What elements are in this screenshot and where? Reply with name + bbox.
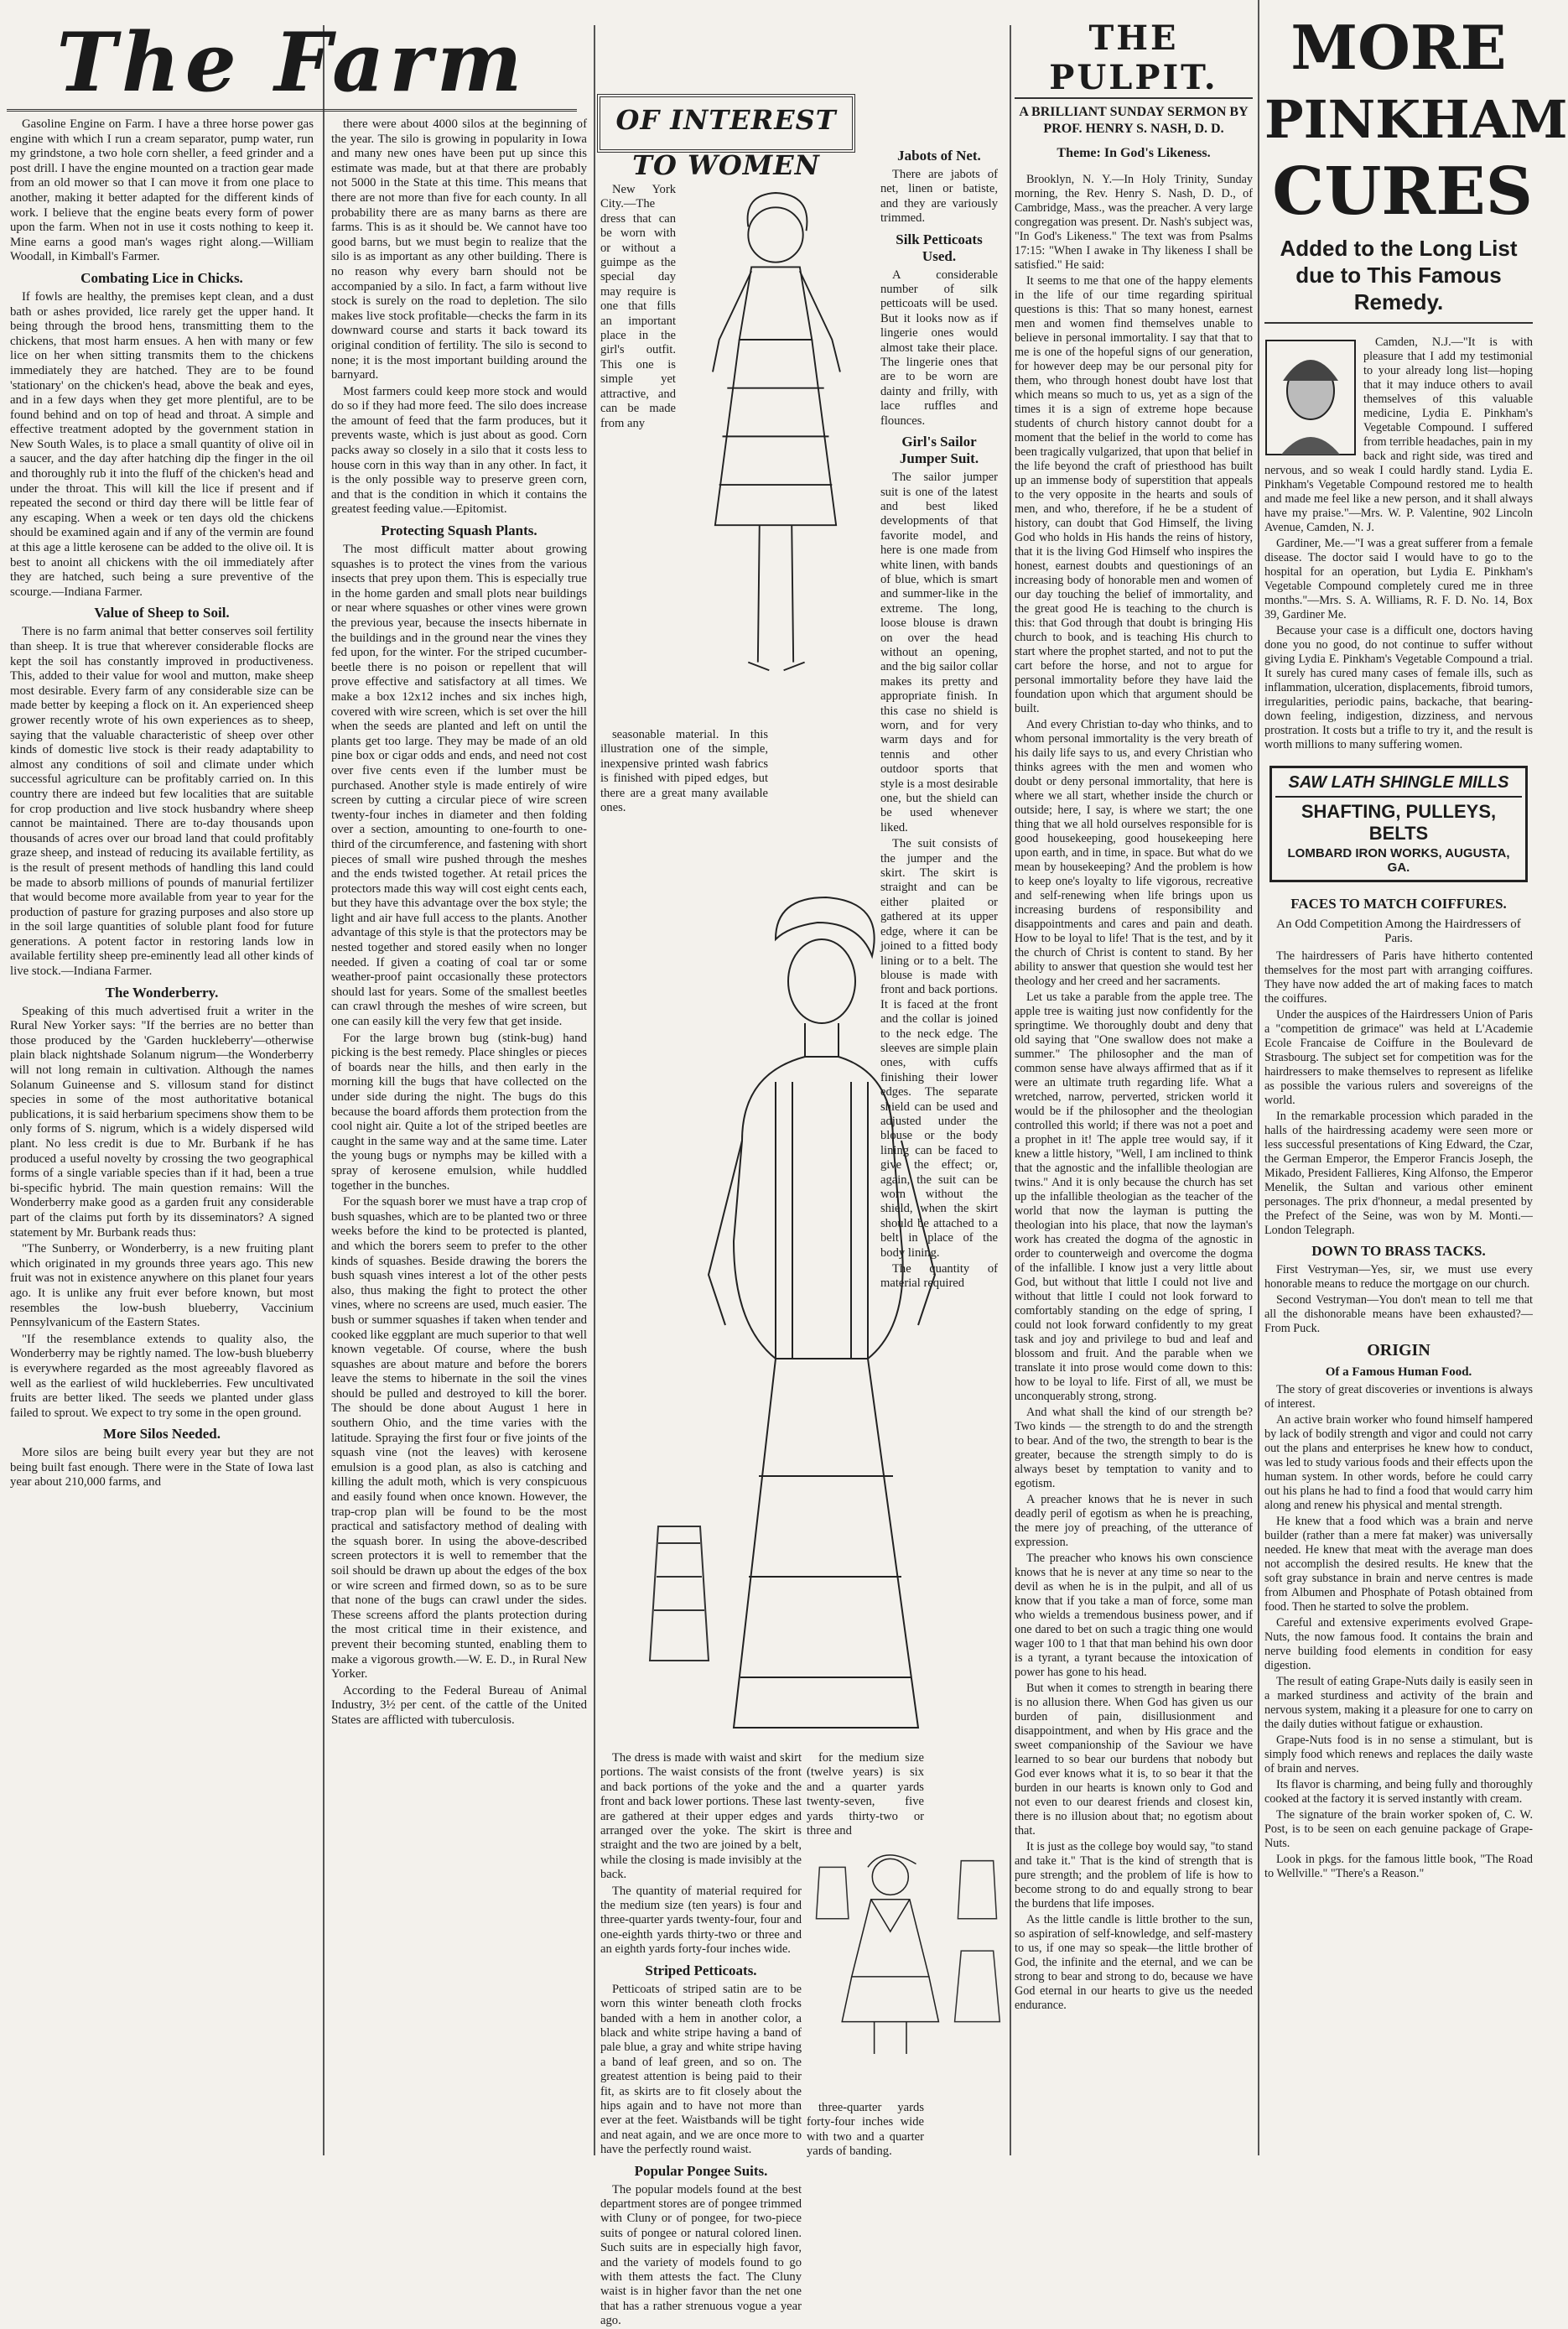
article-paragraph: The dress is made with waist and skirt portions. The waist consists of the front and back portions of the yoke and the front and back lower portions. These last are gathered at their upper edges and arranged over the yoke. The skirt is straight and the two are joined by a belt, while the closing is made invisibly at the back.	[600, 1751, 802, 1882]
article-paragraph: The story of great discoveries or inventions is always of interest.	[1264, 1383, 1533, 1411]
pulpit-byline-2: PROF. HENRY S. NASH, D. D.	[1043, 122, 1224, 136]
article-paragraph: "The Sunberry, or Wonderberry, is a new fruiting plant which originated in my grounds three years ago. This new fruit was not in existence anywhere on this planet four years ago. It is unlike any fruit ever before known, but most resembles the low-bush blueberry, Vaccinium Pennsylvanicum of the Eastern States.	[10, 1242, 314, 1330]
article-paragraph: Gardiner, Me.—"I was a great sufferer from a female disease. The doctor said I would have to go to the hospital for an operation, but Lydia E. Pinkham's Vegetable Compound completely cured me in three months."—Mrs. S. A. Williams, R. F. D. No. 14, Box 39, Gardiner Me.	[1264, 537, 1533, 621]
women-bottom-left	[600, 1751, 802, 2328]
brass-body	[1264, 1263, 1533, 1336]
article-paragraph: Brooklyn, N. Y.—In Holy Trinity, Sunday morning, the Rev. Henry S. Nash, D. D., of Cambridge, Mass., was the preacher. A very large congregation was present. Dr. Nash's subject was, "In God's Likeness." The text was from Psalms 17:15: "When I awake in Thy likeness I shall be satisfied." He said:	[1015, 173, 1253, 272]
article-heading: More Silos Needed.	[103, 1426, 221, 1443]
coiffures-body	[1264, 949, 1533, 1238]
column-rule	[1258, 0, 1259, 2155]
women-masthead: OF INTEREST TO WOMEN	[597, 94, 855, 153]
article-heading: Value of Sheep to Soil.	[94, 605, 230, 621]
article-paragraph: It seems to me that one of the happy elements in the life of our time regarding spiritual questions is this: That so many honest, earnest men and women find themselves unable to believe in personal immortality. I say that that to me is one of the hopeful signs of our generation, for however deep may be our personal pity for them, who through honest doubt have lost that which means so much to us, yet as a sign of the times it is a sign of extreme hope because students of church history cannot doubt for a moment that the belief in the world to come has been tragically vulgarized, that upon that belief in the life beyond the craft of priesthood has built up an immense body of superstition that appeals to the very opposite in the hearts and souls of men, and who, therefore, if he be a student of history, can doubt that God Himself, the living God who holds in His hands the reins of history, that it is the living God Himself who inspires the honest, earnest doubts and questionings of an increasing body of honorable men and women of our day touching the belief of immortality, and the great good He is teaching to the church is this: that God through that doubt is bringing His church to book, and is teaching His church to start where the prophet started, and not to put the cart before the horse, and not to argue for personal immortality before they have laid the foundation upon which that argument should be built.	[1015, 274, 1253, 715]
article-paragraph: Gasoline Engine on Farm. I have a three horse power gas engine with which I run a cream separator, pump water, run my grindstone, a two hole corn sheller, a feed grinder and a post drill. I have the engine mounted on a traction gear made from an old mower so that I can move it from one place to another, making it better adapted for the different kinds of work. I believe that the engine beats every form of power upon the farm. When not in use it costs nothing to keep it. Mine earns a good man's wages right along.—William Woodall, in Kimball's Farmer.	[10, 117, 314, 264]
mill-ad-lombard: LOMBARD IRON WORKS, AUGUSTA, GA.	[1287, 846, 1510, 875]
farm-column-2	[331, 117, 587, 2292]
article-paragraph: There are jabots of net, linen or batiste, and they are variously trimmed.	[880, 168, 998, 226]
article-paragraph: Grape-Nuts food is in no sense a stimulant, but is simply food which renews and replaces the daily waste of brain and nerves.	[1264, 1734, 1533, 1775]
article-heading: Striped Petticoats.	[645, 1962, 757, 1978]
article-paragraph: The hairdressers of Paris have hitherto contented themselves for the most part with arranging coiffures. They have now added the art of making faces to match the coiffures.	[1264, 949, 1533, 1006]
women-bottom-right-bottom	[807, 2101, 924, 2159]
coiffures-head: FACES TO MATCH COIFFURES.	[1290, 896, 1507, 912]
article-paragraph: As the little candle is little brother to the sun, so aspiration of self-knowledge, and self-mastery to us, if one may so speak—the little brother of God, the infinite and the eternal, and we can be strong to bear and strong to do, because we have God eternal in our hearts to give us the needed endurance.	[1015, 1913, 1253, 2012]
article-paragraph: Look in pkgs. for the famous little book, "The Road to Wellville." "There's a Reason."	[1264, 1853, 1533, 1880]
women-top-right	[880, 143, 998, 1291]
article-paragraph: The quantity of material required	[880, 1262, 998, 1291]
girl-dress-illustration	[671, 176, 880, 713]
article-paragraph: In the remarkable procession which paraded in the halls of the hairdressing academy were seen more or less successful presentations of King Edward, the Czar, the German Emperor, the Emperor Francis Joseph, the Mikado, President Fallieres, King Alfonso, the Emperor Menelik, the Sultan and various other eminent personages. The prix d'honneur, a medal presented by the Prefect of the Seine, was won by M. Monti.—London Telegraph.	[1264, 1110, 1533, 1237]
column-rule	[1010, 25, 1011, 2155]
column-rule	[594, 25, 595, 2155]
column-rule	[323, 25, 325, 2155]
pulpit-title: THE PULPIT.	[1015, 18, 1253, 99]
women-br2: three-quarter yards forty-four inches wide with two and a quarter yards of banding.	[807, 2101, 924, 2159]
article-paragraph: And what shall the kind of our strength be? Two kinds — the strength to do and the strength to bear. And of the two, the strength to bear is the greater, because the strength simply to do is always beset by temptation to vanity and to egotism.	[1015, 1406, 1253, 1490]
pulpit-column	[1015, 12, 1253, 2163]
farm-masthead: The Farm	[7, 17, 577, 112]
article-paragraph: Its flavor is charming, and being fully and thoroughly cooked at the factory it is served instantly with cream.	[1264, 1778, 1533, 1806]
article-paragraph: Careful and extensive experiments evolved Grape-Nuts, the now famous food. It contains the brain and nerve building food elements in condition for easy digestion.	[1264, 1616, 1533, 1672]
origin-head: ORIGIN	[1367, 1341, 1430, 1359]
pulpit-byline-1: A BRILLIANT SUNDAY SERMON BY	[1019, 105, 1249, 119]
article-paragraph: The popular models found at the best department stores are of pongee trimmed with Cluny or of pongee, for two-piece suits of pongee or natural colored linen. Such suits are in especially high favor, and the variety of models found to go with them attests the fact. The Cluny waist is in higher favor than the net one that has a rather strenuous vogue a year ago.	[600, 2182, 802, 2328]
women-top-left	[600, 183, 676, 430]
ad-column	[1264, 12, 1568, 2163]
pinkham-subhead: Added to the Long List due to This Famous Remedy.	[1264, 235, 1533, 324]
article-paragraph: According to the Federal Bureau of Animal Industry, 3½ per cent. of the cattle of the United States are afflicted with tuberculosis.	[331, 1683, 587, 1727]
pinkham-more: MORE	[1290, 12, 1507, 83]
article-paragraph: But when it comes to strength in bearing there is no allusion there. When God has given us our burden of pain, disillusionment and disappointment, and when by His grace and the sweet companionship of the Saviour we have learned to so bear our burdens that nobody but God ever knows what it is, to so bear it that the burden in our hearts is known only to God and not even to our dearest friends and closest kin, there is no illusion about that; no egotism about that.	[1015, 1682, 1253, 1838]
article-paragraph: Speaking of this much advertised fruit a writer in the Rural New Yorker says: "If the berries are no better than those produced by the 'Garden huckleberry'—otherwise plain black nightshade Solanum nigrum—the Wonderberry will not long remain in cultivation. Although the names Solanum Guineense and S. villosum stand for distinct species in some of the most authoritative botanical publications, it is said herbarium specimens show them to be only forms of S. nigrum, which is a widely dispersed wild plant. No less credit is due to Mr. Burbank if he has produced a useful novelty by crossing the two geographical forms of a single variable species than if it had, been a true bi-specific hybrid. The main question remains: Will the Wonderberry make good as a garden fruit any considerable part of the claims put forth by its disseminators? A signed statement by Mr. Burbank reads thus:	[10, 1004, 314, 1240]
mill-ad-shafting: SHAFTING, PULLEYS, BELTS	[1301, 801, 1497, 844]
article-paragraph: Petticoats of striped satin are to be worn this winter beneath cloth frocks banded with a hem in another color, a black and white stripe having a band of pale blue, a gray and white stripe having a band of leaf green, and so on. The greatest attention is being paid to their fit, as skirts are to fit closely about the hips again and to have not more than ever at the feet. Waistbands will be tight and neat again, and we are once more to have the perfectly round waist.	[600, 1982, 802, 2157]
farm-column-1	[10, 117, 314, 2292]
article-heading: Girl's Sailor Jumper Suit.	[899, 434, 979, 467]
article-paragraph: An active brain worker who found himself hampered by lack of bodily strength and vigor and could not carry out the plans and enterprises he knew how to conduct, was led to study various foods and their effects upon the human system. In other words, before he could carry out his plans he had to find a food that would carry him along and renew his physical and mental strength.	[1264, 1413, 1533, 1512]
article-paragraph: There is no farm animal that better conserves soil fertility than sheep. It is true that wherever considerable flocks are kept the soil has constantly improved in productiveness. This, added to their value for wool and mutton, make sheep most desirable. Every farm of any considerable size can be made better by keeping a flock on it. An experienced sheep grower recently wrote of his own experiences as to sheep, saying that the valuable characteristic of sheep over other kinds of domestic live stock is their ready adaptability to almost any conditions of soil and climate under which successful agriculture can be profitably carried on. In this country there are indeed but few localities that are suitable for crop production and live stock husbandry where sheep cannot be maintained. There are to-day thousands upon thousands of acres over our broad land that could profitably graze sheep, and instead of reducing its available fertility, as is the result of present methods of handling this land could be made to absorb millions of pounds of manurial fertilizer that would become more available from year to year for the production of pasture for grazing purposes and also store up in the soil large quantities of soluble plant food for future generations. A potent factor in restoring lands low in available fertility sheep pre-eminently lead all other kinds of live stock.—Indiana Farmer.	[10, 625, 314, 979]
brass-head: DOWN TO BRASS TACKS.	[1311, 1243, 1486, 1259]
article-paragraph: And every Christian to-day who thinks, and to whom personal immortality is the very breath of his daily life says to us, and every Christian who thinks agrees with the men and women who doubt or deny personal immortality, that here is where we all start, whether inside the church or outside; here, I say, is where we start; the one thing that we all hold ourselves responsible for is good housekeeping, good housekeeping here upon earth, and in time, in space. But what do we mean by housekeeping? And the problem is how to keep one's loyalty to life vigorous, recreative and self-renewing when life brings upon us increasing burdens of responsibility and disappointments and cares and pain and death. How to be loyal to life! That is the test, and by it the church of Christ is content to stand. By her ability to answer that question she would test her theology and her creed and her sacraments.	[1015, 718, 1253, 988]
women-br1: for the medium size (twelve years) is six and a quarter yards twenty-seven, five yards thirty-two or three and	[807, 1751, 924, 1838]
pulpit-theme: Theme: In God's Likeness.	[1057, 146, 1211, 160]
coiffures-sub: An Odd Competition Among the Hairdressers of Paris.	[1276, 918, 1521, 945]
article-paragraph: It is just as the college boy would say, "to stand and take it." That is the kind of strength that is pure strength; and the problem of life is how to become strong to do and equally strong to bear the burdens that life imposes.	[1015, 1840, 1253, 1911]
article-paragraph: seasonable material. In this illustration one of the simple, inexpensive printed wash fabrics is finished with piped edges, but there are a great many available ones.	[600, 728, 768, 815]
article-heading: Silk Petticoats Used.	[896, 231, 983, 264]
article-paragraph: Camden, N.J.—"It is with pleasure that I add my testimonial to your already long list—hoping that it may induce others to avail themselves of this valuable medicine, Lydia E. Pinkham's Vegetable Compound. I suffered from terrible headaches, pain in my back and right side, was tired and nervous, and so weak I could hardly stand. Lydia E. Pinkham's Vegetable Compound restored me to health and made me feel like a new person, and it shall always have my praise."—Mrs. W. P. Valentine, 902 Lincoln Avenue, Camden, N. J.	[1264, 335, 1533, 534]
article-paragraph: The result of eating Grape-Nuts daily is easily seen in a marked sturdiness and activity of the brain and nervous system, making it a pleasure for one to carry on the daily duties without fatigue or exhaustion.	[1264, 1675, 1533, 1731]
pinkham-name: PINKHAM	[1264, 89, 1568, 150]
article-paragraph: First Vestryman—Yes, sir, we must use every honorable means to reduce the mortgage on our church.	[1264, 1263, 1533, 1291]
article-heading: The Wonderberry.	[105, 984, 219, 1001]
mill-ad	[1269, 766, 1528, 882]
article-paragraph: Under the auspices of the Hairdressers Union of Paris a "competition de grimace" was held at L'Academie Ecole Francaise de Coiffure in the Boulevard de Strasbourg. The subject set for competition was for the hairdressers to make themselves to represent as lifelike as possible the various rulers and sovereigns of the world.	[1264, 1008, 1533, 1107]
article-paragraph: The quantity of material required for the medium size (ten years) is four and three-quarter yards twenty-four, four and one-eighth yards thirty-two or three and an eighth yards forty-four inches wide.	[600, 1884, 802, 1957]
article-heading: Popular Pongee Suits.	[634, 2162, 768, 2179]
pinkham-cures: CURES	[1272, 153, 1533, 230]
sailor-suit-illustration	[807, 1816, 1006, 2092]
women-mid-text	[600, 728, 768, 815]
portrait-illustration	[1264, 339, 1357, 456]
women-bottom-text	[600, 1751, 802, 2329]
article-paragraph: The suit consists of the jumper and the skirt. The skirt is straight and can be either plaited or gathered at its upper edge, where it can be joined to a fitted body lining or to a belt. The blouse is made with front and back portions. It is faced at the front and the collar is joined to the neck edge. The sleeves are simple plain ones, with cuffs finishing their lower edges. The separate shield can be used and adjusted under the blouse or the body lining can be faced to give the effect; or, again, the suit can be worn without the shield, when the skirt should be attached to a belt in place of the body lining.	[880, 837, 998, 1260]
article-paragraph: Second Vestryman—You don't mean to tell me that all the dishonorable means have been exhausted?—From Puck.	[1264, 1293, 1533, 1335]
article-paragraph: If fowls are healthy, the premises kept clean, and a dust bath or ashes provided, lice rarely get the upper hand. It being through the brood hens, transmitting them to the chickens, that most harm ensues. A hen with many or few lice on her when sitting transmits them to the chickens immediately they are hatched. They are to be found 'stationary' on the chicken's head, above the beak and eyes, and in a few days when they get more plentiful, are to be found behind and on top of head and throat. A simple and effective treatment adopted by the government station in New South Wales, is to place a small quantity of olive oil in a saucer, and the day after hatching dip the finger in the oil and thoroughly rub it into the fluff of the chicken's head and under the throat. This will kill the lice if present and if repeated the second or third day there will be little fear of any escaping. When a week or ten days old the chickens should be examined again and if any of the vermin are found at this age a little kerosene can be added to the olive oil. It is best to anoint all chickens with the oil immediately after they are hatched, such being a sure preventive of the scourge.—Indiana Farmer.	[10, 289, 314, 599]
farm-col2-body	[331, 117, 587, 1729]
article-paragraph: Let us take a parable from the apple tree. The apple tree is waiting just now confidently for the springtime. We thoroughly doubt and deny that old saying that "One swallow does not make a summer." The philosopher and the man of common sense have always affirmed that as if it were an ultimate truth regarding life. What a wretched, narrow, perverted, stricken world it would be if the philosopher and the theologian controlled this world; if there was not a poet and a prophet in it! The apple tree would say, if it knew a little history, "Well, I am inclined to think that the agnostic and the infallible theologian are twins." And it is only because the church has set up the infallible theologian as the teacher of the world that now the layman is putting the theologian into his place, that now the layman's work has created the dogma of the agnostic in order to counterweigh and overcome the dogma of the infallible. I know just a very little about God, but without that little I could not live and without that little I could not look forward to comfortably standing on the edge of spring, I could not look forward confidently to my great task and joy and privilege to bud and leaf and blossom and fruit. And the parable when we translate it into prose would come down to this: how to be loyal to life. First of all, we must be unconquerably strong, strong.	[1015, 990, 1253, 1403]
origin-body	[1264, 1383, 1533, 1881]
article-paragraph: A considerable number of silk petticoats will be used. But it looks now as if lingerie ones would almost take their place. The lingerie ones that are to be worn are dainty and frilly, with lace ruffles and flounces.	[880, 268, 998, 428]
article-paragraph: For the squash borer we must have a trap crop of bush squashes, which are to be planted two or three weeks before the kind to be protected is planted, and which the borers seem to prefer to the other kinds of squashes. Beside drawing the borers the bush squash vines interest a lot of the other pests also, thus making the fight to protect the other vines, where no screens are used, much easier. The bush or summer squashes if taken when tender and cooked like eggplant are much superior to that well known vegetable. Of course, where the bush squashes are about mature and before the borers leave the stems to hibernate in the soil the vines should be pulled and destroyed to kill the borer. The should be done about August 1 here in southern Ohio, and the time varies with the latitude. Spraying the first four or five joints of the squash vine (not the leaves) with kerosene emulsion is a good plan, as also is catching and killing the adult moth, which is very conspicuous and easily found when once known. However, the trap-crop plan will be found to be the most practical and satisfactory method of dealing with the squash borer. In using the above-described screen protectors it is well to remember that the soil should be drawn up about the edges of the box or wire screen and firmed down, so as to be sure that none of the bugs can crawl under the sides. These screens afford the plants protection during the most critical time in their existence, and prevent their becoming stunted, enabling them to make a vigorous growth.—W. E. D., in Rural New Yorker.	[331, 1195, 587, 1682]
pulpit-body	[1015, 173, 1253, 2013]
article-heading: Protecting Squash Plants.	[381, 522, 537, 539]
origin-sub: Of a Famous Human Food.	[1325, 1365, 1472, 1379]
farm-col1-body	[10, 117, 314, 1490]
article-paragraph: The preacher who knows his own conscience knows that he is never at any time so near to the devil as when he is in the pulpit, and all of us know that if you take a man of force, some man who wields a tremendous business power, and if one dared to bet on such a tragic thing one would wager 100 to 1 that that man behind his own door is a tyrant, a tyrant because the intoxication of power has gone to his head.	[1015, 1552, 1253, 1679]
article-paragraph: there were about 4000 silos at the beginning of the year. The silo is growing in popularity in Iowa and many new ones have been put up since this estimate was made, but at that there are probably not 5000 in the State at this time. This means that there are not more than five for each county. In all probability there are as many barns as there are farms. This is as it should be. We cannot have too good barns, but we must begin to realize that the silo is as important as any other building. There is no reason why every barn should not be accompanied by a silo. In fact, a farm without live stock is surely on the road to depletion. The silo makes live stock profitable—checks the farm in its downward course and starts it back toward its original condition of fertility. The silo is second to none; it is the most important building around the barnyard.	[331, 117, 587, 382]
article-paragraph: "If the resemblance extends to quality also, the Wonderberry may be rightly named. The low-bush blueberry is everywhere regarded as the most agreeably flavored as well as the earliest of wild huckleberries. Few uncultivated fruits are better liked. The seeds we planted under glass failed to sprout. We expect to try some in the open ground.	[10, 1332, 314, 1420]
women-bottom-right-top	[807, 1751, 924, 1838]
article-paragraph: The signature of the brain worker spoken of, C. W. Post, is to be seen on each genuine package of Grape-Nuts.	[1264, 1808, 1533, 1850]
pulpit-byline	[1015, 104, 1253, 138]
article-paragraph: New York City.—The dress that can be worn with or without a guimpe as the special day may require is one that fills an important place in the girl's outfit. This one is simple yet attractive, and can be made from any	[600, 183, 676, 430]
article-paragraph: More silos are being built every year but they are not being built fast enough. There were in the State of Iowa last year about 210,000 farms, and	[10, 1446, 314, 1489]
women-intro	[600, 183, 676, 431]
woman-shirtwaist-illustration	[637, 889, 989, 1744]
article-paragraph: The most difficult matter about growing squashes is to protect the vines from the various insects that prey upon them. This is especially true in the home garden and small plots near buildings or near where squashes or other vines were grown the previous year, because the insects hibernate in the buildings and in the ground near the vines they fed upon, for the winter. For the striped cucumber-beetle there is no poison or repellent that will prove effective and satisfactory at all times. We make a box 12x12 inches and six inches high, covered with wire screen, which is set over the hill when the seeds are planted and left on until the plants get too large. They may be made of an old pine box or cigar odds and ends, and need not cost over five cents even if the lumber must be purchased. Another style is made entirely of wire screen by cutting a circular piece of wire screen twenty-four inches in diameter and then folding over a section, amounting to one-fourth to one-third of the circumference, and fastening with short pieces of small wire pushed through the meshes and the ends twisted together. At retail prices the protectors made this way will cost eight cents each, but they have this advantage over the box style; the light and air have full access to the plants. Another advantage of this style is that the protectors may be nested together and stored easily when no longer needed. If given a coating of coal tar or some weather-proof paint occasionally these protectors should last for years. Some of the smallest beetles can crawl through the meshes of wire screen, but one can easily kill the very few that get inside.	[331, 543, 587, 1029]
article-paragraph: He knew that a food which was a brain and nerve builder (rather than a mere fat maker) was universally needed. He knew that meat with the average man does not accomplish the desired results. He knew that the soft gray substance in brain and nerve centres is made from Albumen and Phosphate of Potash obtained from food. Then he started to solve the problem.	[1264, 1515, 1533, 1614]
article-paragraph: The sailor jumper suit is one of the latest and best liked developments of that favorite model, and here is one made from white linen, with bands of blue, which is smart and summer-like in the extreme. The long, loose blouse is drawn on over the head without an opening, and the big sailor collar makes its pretty and appropriate finish. In this case no shield is worn, and for very warm days and for tennis and other outdoor sports that style is a most desirable one, but the shield can be used whenever liked.	[880, 470, 998, 834]
article-paragraph: Because your case is a difficult one, doctors having done you no good, do not continue to suffer without giving Lydia E. Pinkham's Vegetable Compound a trial. It surely has cured many cases of female ills, such as inflammation, ulceration, displacements, fibroid tumors, irregularities, periodic pains, backache, that bearing-down feeling, indigestion, dizziness, and nervous prostration. It costs but a trifle to try it, and the result is worth millions to many suffering women.	[1264, 624, 1533, 751]
article-heading: Jabots of Net.	[897, 148, 981, 164]
article-heading: Combating Lice in Chicks.	[80, 269, 243, 286]
women-mid-left	[600, 728, 768, 854]
article-paragraph: A preacher knows that he is never in such deadly peril of egotism as when he is preaching, the mere joy of preaching, of the utterance of expression.	[1015, 1493, 1253, 1549]
mill-ad-saw: SAW LATH SHINGLE MILLS	[1275, 773, 1522, 798]
article-paragraph: For the large brown bug (stink-bug) hand picking is the best remedy. Place shingles or pieces of boards near the hills, and then early in the morning kill the bugs that have collected on the under side during the night. The bugs do this because the board affords them protection from the cool night air. Quite a lot of the striped beetles are caught in the same way and at the same time. Later the young bugs or nymphs may be killed with a spray of kerosene emulsion, while huddled together in the bunches.	[331, 1031, 587, 1193]
article-paragraph: Most farmers could keep more stock and would do so if they had more feed. The silo does increase the amount of feed that the farm produces, but it prevents waste, which is just about as good. Corn packs away so closely in a silo that it costs less to house corn in this way than in any other. In fact, it is the only possible way to preserve green corn, and that is the condition in which it contains the greatest feeding value.—Epitomist.	[331, 384, 587, 517]
